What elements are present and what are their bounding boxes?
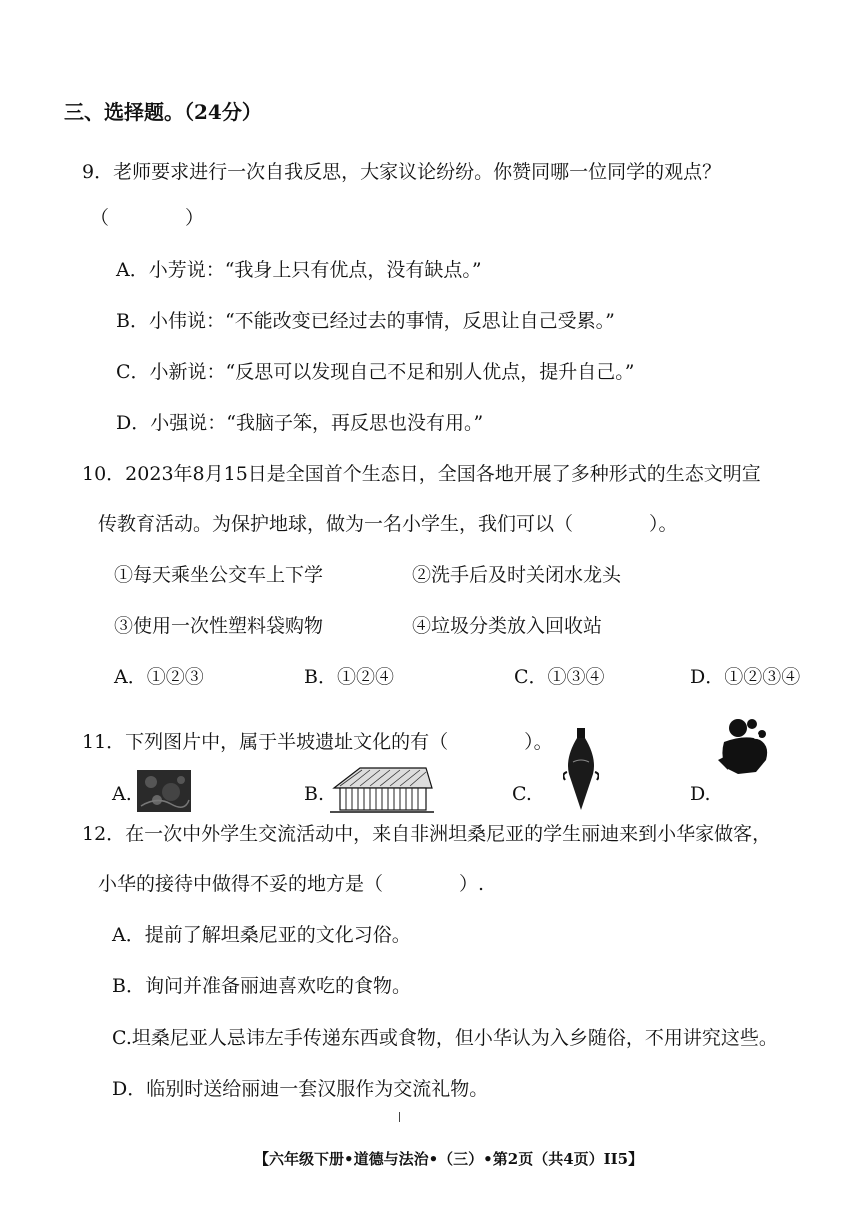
question-10-stem-line2: 传教育活动。为保护地球，做为一名小学生，我们可以（ ）。 [98, 513, 678, 535]
question-9-option-c: C．小新说：“反思可以发现自己不足和别人优点，提升自己。” [116, 361, 635, 383]
question-12-option-c: C.坦桑尼亚人忌讳左手传递东西或食物，但小华认为入乡随俗，不用讲究这些。 [112, 1027, 778, 1049]
question-9-option-d: D．小强说：“我脑子笨，再反思也没有用。” [116, 412, 484, 434]
question-12-option-a: A．提前了解坦桑尼亚的文化习俗。 [112, 924, 411, 946]
question-10-item-4: ④垃圾分类放入回收站 [412, 615, 603, 637]
artifact-photo-a [137, 770, 191, 812]
question-12-option-d: D．临别时送给丽迪一套汉服作为交流礼物。 [112, 1078, 489, 1100]
page-footer: 【六年级下册•道德与法治•（三）•第2页（共4页）II5】 [254, 1150, 644, 1168]
question-9-blank: （ ） [90, 207, 205, 229]
question-9-stem: 9．老师要求进行一次自我反思，大家议论纷纷。你赞同哪一位同学的观点？ [82, 161, 722, 183]
question-10-option-b: B．①②④ [304, 666, 394, 688]
question-11-option-c-label: C. [512, 783, 532, 805]
question-10-option-d: D．①②③④ [690, 666, 801, 688]
section-title: 三、选择题。（24分） [64, 100, 262, 124]
scan-mark [399, 1112, 400, 1122]
question-10-option-c: C．①③④ [514, 666, 605, 688]
question-10-item-3: ③使用一次性塑料袋购物 [114, 615, 324, 637]
question-12-option-b: B．询问并准备丽迪喜欢吃的食物。 [112, 975, 411, 997]
question-10-item-2: ②洗手后及时关闭水龙头 [412, 564, 622, 586]
question-9-option-b: B．小伟说：“不能改变已经过去的事情，反思让自己受累。” [116, 310, 615, 332]
bronze-figure-picture [716, 716, 774, 776]
question-12-stem-line1: 12．在一次中外学生交流活动中，来自非洲坦桑尼亚的学生丽迪来到小华家做客， [82, 823, 772, 845]
question-10-option-a: A．①②③ [114, 666, 204, 688]
question-11-option-b-label: B. [304, 783, 325, 805]
question-11-option-a-label: A. [112, 783, 132, 805]
question-10-stem-line1: 10．2023年8月15日是全国首个生态日，全国各地开展了多种形式的生态文明宣 [82, 463, 761, 485]
thatched-house-drawing [330, 764, 434, 814]
pottery-bottle-picture [563, 728, 599, 812]
question-9-option-a: A．小芳说：“我身上只有优点，没有缺点。” [116, 259, 482, 281]
question-11-stem: 11．下列图片中，属于半坡遗址文化的有（ ）。 [82, 731, 553, 753]
question-10-item-1: ①每天乘坐公交车上下学 [114, 564, 324, 586]
question-12-stem-line2: 小华的接待中做得不妥的地方是（ ）. [98, 873, 485, 895]
question-11-option-d-label: D. [690, 783, 711, 805]
